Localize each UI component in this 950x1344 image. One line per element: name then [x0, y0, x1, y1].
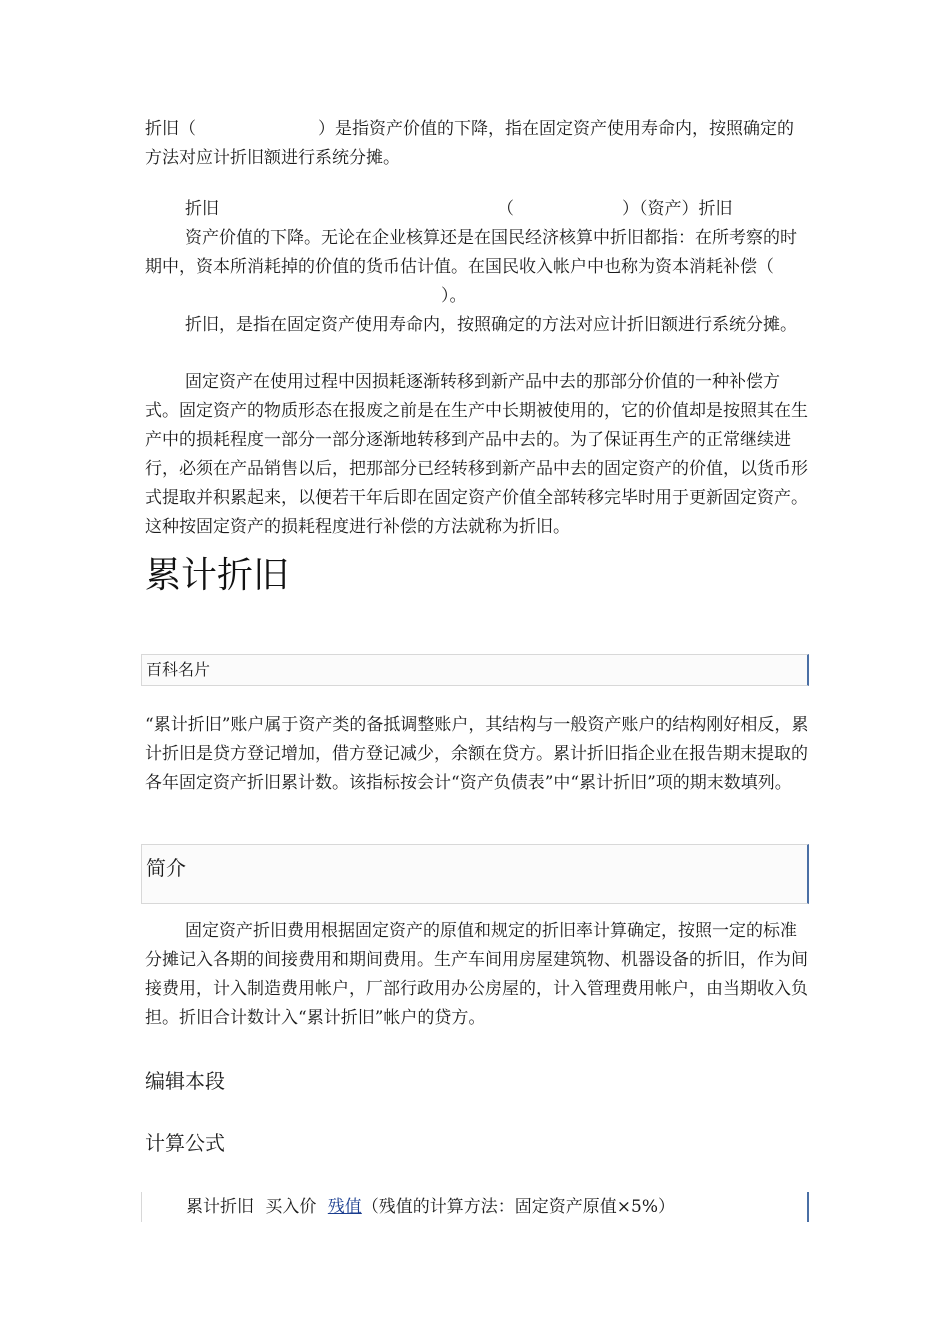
formula-part-3: （残值的计算方法：固定资产原值×5%）	[361, 1197, 676, 1217]
baike-card-text: “累计折旧”账户属于资产类的备抵调整账户，其结构与一般资产账户的结构刚好相反，累计折旧是贷方登记增加，借方登记减少，余额在贷方。累计折旧指企业在报告期末提取的各年固定资产折旧累计数。该指标按会计“资产负债表”中“累计折旧”项的期末数填列。	[145, 715, 809, 793]
paragraph-compensation: 固定资产在使用过程中因损耗逐渐转移到新产品中去的那部分价值的一种补偿方式。固定资产的物质形态在报废之前是在生产中长期被使用的，它的价值却是按照其在生产中的损耗程度一部分一部分逐渐地转移到产品中去的。为了保证再生产的正常继续进行，必须在产品销售以后，把那部分已经转移到新产品中去的固定资产的价值，以货币形式提取并积累起来，以便若干年后即在固定资产价值全部转移完毕时用于更新固定资产。这种按固定资产的损耗程度进行补偿的方法就称为折旧。	[145, 372, 808, 537]
intro-text-a: 折旧（	[145, 119, 196, 139]
formula-box	[141, 1192, 809, 1222]
depreciation-term-line	[145, 195, 810, 224]
paragraph-asset-value	[145, 224, 810, 311]
residual-value-link[interactable]: 残值	[327, 1197, 362, 1217]
baike-card-label: 百科名片	[146, 660, 211, 679]
intro-body: 固定资产折旧费用根据固定资产的原值和规定的折旧率计算确定，按照一定的标准分摊记入各期的间接费用和期间费用。生产车间用房屋建筑物、机器设备的折旧，作为间接费用，计入制造费用帐户，厂部行政用办公房屋的，计入管理费用帐户，由当期收入负担。折旧合计数计入“累计折旧”帐户的贷方。	[145, 921, 808, 1028]
term-label: 折旧	[185, 199, 219, 219]
baike-card-bar	[141, 654, 809, 686]
intro-text-b: ）是指资产价值的下降，指在固定资产使用寿命内，按照确定的方法对应计折旧额进行系统分摊。	[145, 119, 794, 168]
formula-heading: 计算公式	[145, 1131, 225, 1155]
page-title: 累计折旧	[145, 555, 290, 596]
intro-paragraph	[145, 115, 810, 173]
intro-heading-bar	[141, 844, 809, 904]
intro-heading: 简介	[146, 856, 186, 880]
formula-part-1: 累计折旧	[186, 1197, 254, 1217]
asset-value-text-b: ）。	[441, 286, 467, 306]
paragraph-definition: 折旧，是指在固定资产使用寿命内，按照确定的方法对应计折旧额进行系统分摊。	[185, 315, 797, 335]
asset-value-text-a: 资产价值的下降。无论在企业核算还是在国民经济核算中折旧都指：在所考察的时期中，资本所消耗掉的价值的货币估计值。在国民收入帐户中也称为资本消耗补偿（	[145, 228, 797, 277]
edit-section-link[interactable]: 编辑本段	[145, 1069, 225, 1093]
formula-part-2: 买入价	[265, 1197, 317, 1217]
term-paren-close: ）（资产）折旧	[622, 199, 733, 219]
term-paren-open: （	[497, 199, 514, 219]
